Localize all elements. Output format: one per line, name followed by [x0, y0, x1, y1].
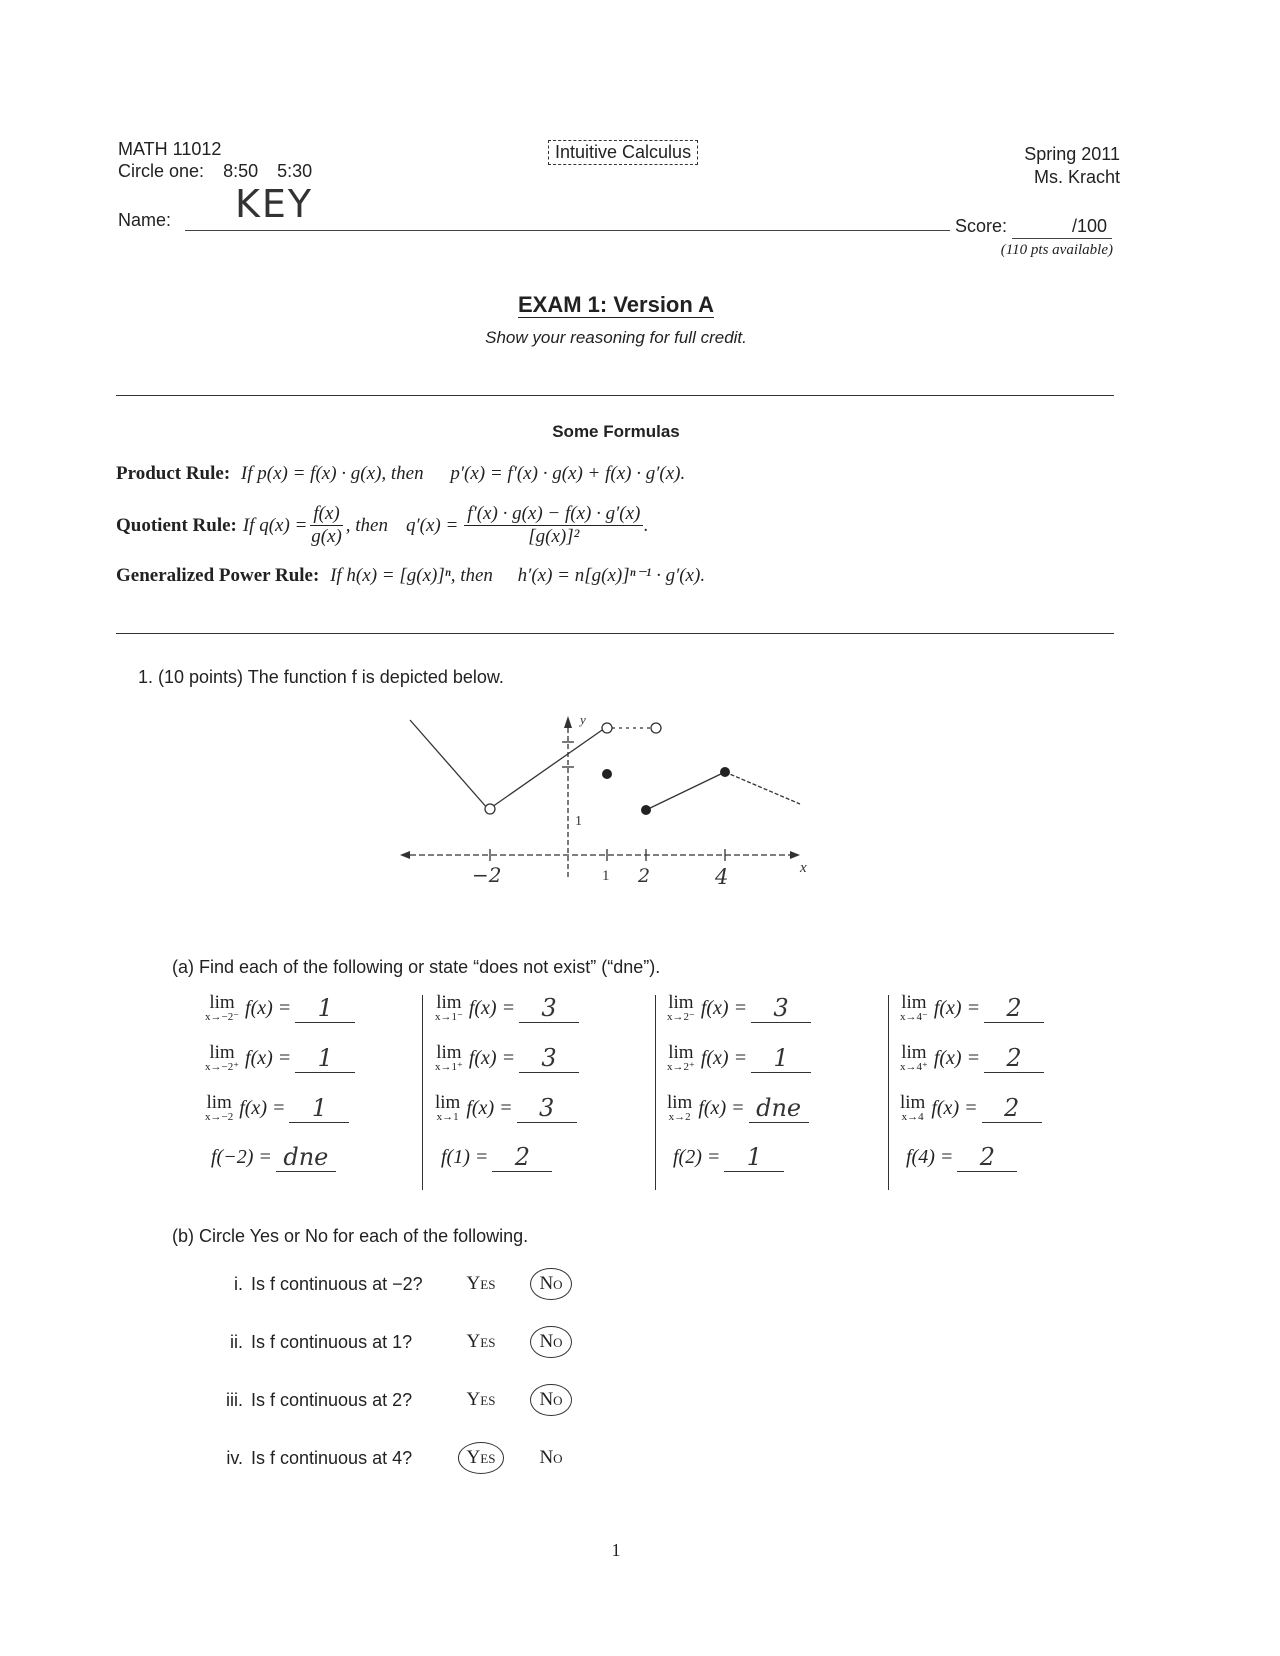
tick-label-4: 4	[715, 865, 729, 889]
limit-expression: f(x) =	[245, 996, 292, 1019]
limit-item	[435, 1043, 579, 1073]
yes-option[interactable]: Yes	[458, 1442, 505, 1474]
limit-word: lim	[209, 1042, 235, 1063]
header-right	[1024, 143, 1120, 189]
limit-item	[900, 1093, 1042, 1123]
exam-instruction: Show your reasoning for full credit.	[485, 328, 747, 347]
limit-item	[435, 1093, 577, 1123]
limit-subscript: x→2	[668, 1111, 691, 1123]
limit-answer: 2	[982, 1094, 1042, 1123]
x-axis-label: x	[800, 860, 807, 876]
yes-option[interactable]: Yes	[466, 1389, 496, 1410]
limit-subscript: x→−2⁻	[205, 1011, 240, 1023]
continuity-question	[205, 1268, 586, 1300]
limit-expression: f(x) =	[933, 1046, 981, 1069]
function-graph	[400, 710, 840, 930]
limit-subscript: x→−2	[205, 1111, 234, 1123]
segment-right-1	[646, 772, 725, 810]
limit-operator	[435, 1093, 460, 1123]
limit-answer: 1	[289, 1094, 349, 1123]
limit-item	[205, 993, 355, 1023]
limit-operator	[205, 1093, 233, 1123]
limit-word: lim	[901, 992, 927, 1013]
no-option[interactable]: No	[539, 1447, 563, 1468]
limit-word: lim	[436, 1042, 462, 1063]
limit-word: lim	[901, 1042, 927, 1063]
course-subtitle: Intuitive Calculus	[548, 140, 698, 165]
limit-operator	[900, 993, 928, 1023]
limit-answer: 2	[492, 1143, 552, 1172]
limit-item	[435, 993, 579, 1023]
limit-operator	[205, 993, 239, 1023]
closed-point-4	[720, 767, 730, 777]
y-tick-label: 1	[575, 814, 582, 829]
limit-answer: 3	[519, 1044, 579, 1073]
item-text: Is f continuous at −2?	[251, 1273, 423, 1294]
item-number: i.	[234, 1273, 243, 1294]
limit-subscript: x→1	[436, 1111, 459, 1123]
item-number: ii.	[230, 1331, 243, 1352]
column-separator	[422, 995, 423, 1190]
item-number: iii.	[226, 1389, 243, 1410]
limit-answer: 1	[295, 1044, 355, 1073]
limit-item	[205, 1143, 336, 1172]
open-point-neg2	[485, 804, 495, 814]
continuity-question	[205, 1384, 586, 1416]
limit-expression: f(x) =	[468, 1046, 516, 1069]
limit-subscript: x→4⁺	[900, 1061, 928, 1073]
limit-expression: f(x) =	[700, 1046, 748, 1069]
exam-title: EXAM 1: Version A	[517, 292, 714, 317]
instructor: Ms. Kracht	[1033, 167, 1120, 187]
page-number: 1	[611, 1540, 621, 1560]
limit-subscript: x→4⁻	[900, 1011, 928, 1023]
limit-answer: 1	[751, 1044, 811, 1073]
limit-item	[667, 1093, 809, 1123]
closed-point-2	[641, 805, 651, 815]
limit-word: lim	[900, 1092, 926, 1113]
limit-word: lim	[667, 1092, 693, 1113]
limit-item	[435, 1143, 552, 1172]
limit-expression: f(x) =	[933, 996, 981, 1019]
score-line	[1012, 238, 1112, 239]
item-text: Is f continuous at 2?	[251, 1389, 413, 1410]
limit-operator	[205, 1043, 239, 1073]
limit-item	[667, 1143, 784, 1172]
limit-word: lim	[436, 992, 462, 1013]
limit-item	[205, 1093, 349, 1123]
continuity-question	[205, 1326, 586, 1358]
product-rule: Product Rule: If p(x) = f(x) · g(x), then p′(x) = f′(x) · g(x) + f(x) · g′(x).	[116, 463, 686, 484]
limit-answer: dne	[749, 1094, 809, 1123]
column-separator	[888, 995, 889, 1190]
limit-answer: 3	[751, 994, 811, 1023]
limit-expression: f(x) =	[931, 1096, 978, 1119]
limit-subscript: x→4	[901, 1111, 924, 1123]
limit-word: lim	[668, 1042, 694, 1063]
limit-subscript: x→1⁻	[435, 1011, 463, 1023]
part-b-prompt: (b) Circle Yes or No for each of the following.	[172, 1226, 529, 1246]
name-value: KEY	[235, 182, 314, 226]
limit-expression: f(x) =	[466, 1096, 513, 1119]
open-point-1-top	[602, 723, 612, 733]
no-option[interactable]: No	[530, 1268, 571, 1300]
limit-expression: f(2) =	[673, 1146, 721, 1168]
part-a-prompt: (a) Find each of the following or state “does not exist” (“dne”).	[172, 957, 661, 977]
tick-label-1: 1	[602, 868, 610, 884]
limit-expression: f(−2) =	[211, 1146, 272, 1168]
limit-subscript: x→2⁻	[667, 1011, 695, 1023]
limit-answer: 3	[519, 994, 579, 1023]
quotient-result-fraction: $\frac{f'(x) \cdot g(x) - f(x) \cdot g'(x)}{\text{[g(x)]²}}$	[464, 503, 643, 548]
yes-option[interactable]: Yes	[466, 1331, 496, 1352]
limit-expression: f(x) =	[239, 1096, 286, 1119]
limit-item	[667, 1043, 811, 1073]
limit-operator	[435, 993, 463, 1023]
divider-top	[116, 395, 1114, 396]
limit-answer: 2	[984, 1044, 1044, 1073]
limit-answer: 1	[295, 994, 355, 1023]
limit-subscript: x→−2⁺	[205, 1061, 240, 1073]
time-option-2: 5:30	[277, 161, 313, 181]
no-option[interactable]: No	[530, 1326, 571, 1358]
item-text: Is f continuous at 4?	[251, 1447, 413, 1468]
limit-operator	[900, 1043, 928, 1073]
power-rule: Generalized Power Rule: If h(x) = [g(x)]ⁿ, then h′(x) = n[g(x)]ⁿ⁻¹ · g′(x).	[116, 565, 706, 586]
limit-answer: 2	[984, 994, 1044, 1023]
y-axis-arrow	[564, 716, 572, 728]
limit-item	[900, 1043, 1044, 1073]
item-text: Is f continuous at 1?	[251, 1331, 413, 1352]
limit-operator	[435, 1043, 463, 1073]
circle-one: Circle one: 8:50 5:30	[118, 161, 313, 181]
tick-label-neg2: −2	[472, 863, 502, 887]
segment-left	[410, 720, 488, 809]
limit-answer: dne	[276, 1143, 336, 1172]
question-1-prompt: 1. (10 points) The function f is depicted below.	[138, 667, 504, 687]
quotient-fraction: $\frac{f(x)}{g(x)}$	[311, 503, 342, 547]
segment-right-2	[725, 772, 800, 804]
limit-word: lim	[668, 992, 694, 1013]
limit-subscript: x→2⁺	[667, 1061, 695, 1073]
limit-item	[667, 993, 811, 1023]
limit-item	[900, 993, 1044, 1023]
limit-expression: f(x) =	[468, 996, 516, 1019]
limit-expression: f(x) =	[700, 996, 748, 1019]
limit-answer: 2	[957, 1143, 1017, 1172]
course-code: MATH 11012	[118, 139, 222, 159]
no-option[interactable]: No	[530, 1384, 571, 1416]
header-left	[118, 138, 312, 182]
limit-expression: f(x) =	[698, 1096, 745, 1119]
score-label: Score:	[955, 216, 1008, 236]
limit-expression: f(x) =	[245, 1046, 292, 1069]
limit-answer: 1	[724, 1143, 784, 1172]
limit-operator	[900, 1093, 925, 1123]
score-total: /100	[1072, 216, 1108, 236]
segment-middle	[492, 728, 605, 807]
name-label: Name:	[118, 210, 172, 230]
column-separator	[655, 995, 656, 1190]
limit-word: lim	[435, 1092, 461, 1113]
formulas-heading: Some Formulas	[552, 422, 680, 441]
x-axis-arrow	[790, 851, 800, 859]
x-axis-arrow-left	[400, 851, 410, 859]
limit-answer: 3	[517, 1094, 577, 1123]
tick-label-2: 2	[638, 865, 651, 887]
limit-item	[900, 1143, 1017, 1172]
limit-item	[205, 1043, 355, 1073]
y-axis-label: y	[580, 712, 586, 727]
limit-expression: f(1) =	[441, 1146, 489, 1168]
yes-option[interactable]: Yes	[466, 1273, 496, 1294]
limit-word: lim	[209, 992, 235, 1013]
limit-word: lim	[206, 1092, 232, 1113]
limit-expression: f(4) =	[906, 1146, 954, 1168]
name-line	[185, 230, 950, 231]
quotient-rule: Quotient Rule: If q(x) = $\frac{f(x)}{g(x)}$ , then q′(x) = $\frac{f'(x) \cdot g(x) - f(x) \cdot g'(x)}{\text{[g(x)]²}}$ .	[116, 503, 649, 547]
item-number: iv.	[226, 1447, 243, 1468]
limit-subscript: x→1⁺	[435, 1061, 463, 1073]
closed-point-1	[602, 769, 612, 779]
term: Spring 2011	[1024, 144, 1120, 164]
limit-operator	[667, 1093, 692, 1123]
continuity-question	[205, 1442, 586, 1474]
open-point-2-top	[651, 723, 661, 733]
time-option-1: 8:50	[223, 161, 259, 181]
limit-operator	[667, 993, 695, 1023]
limit-operator	[667, 1043, 695, 1073]
points-available: (110 pts available)	[1000, 242, 1113, 258]
divider-bottom	[116, 633, 1114, 634]
